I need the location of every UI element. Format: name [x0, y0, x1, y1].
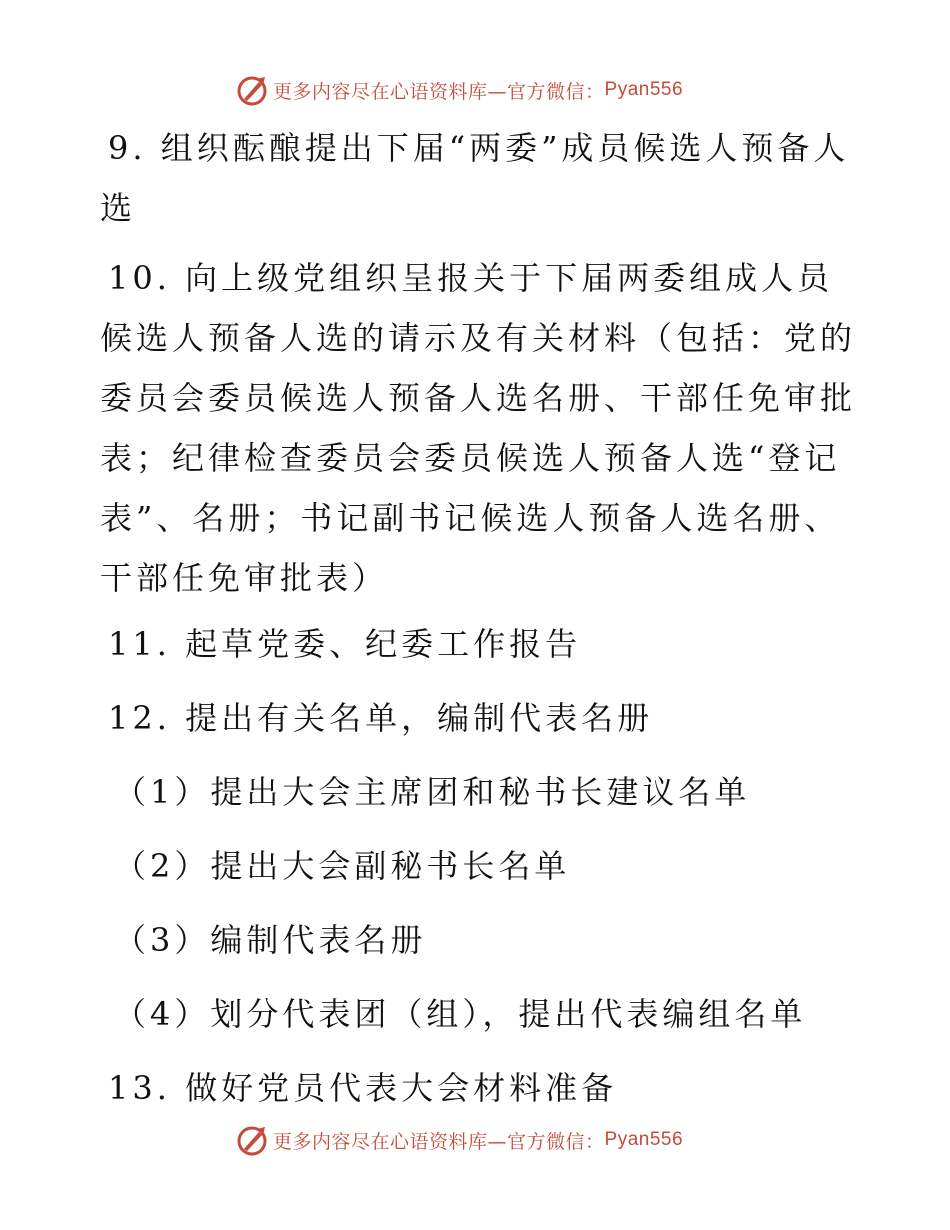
- watermark-wechat-id: Pyan556: [604, 79, 684, 100]
- item-12-sub-2: （2）提出大会副秘书长名单: [114, 847, 571, 885]
- watermark-text: 更多内容尽在心语资料库—官方微信：: [273, 80, 605, 103]
- item-11: 11. 起草党委、纪委工作报告: [108, 625, 582, 663]
- item-9: 9. 组织酝酿提出下届“两委”成员候选人预备人选: [100, 129, 850, 227]
- item-10: 10. 向上级党组织呈报关于下届两委组成人员候选人预备人选的请示及有关材料（包括：党的委员会委员候选人预备人选名册、干部任免审批表；纪律检查委员会委员候选人预备人选“登记表”、名册；书记副书记候选人预备人选名册、干部任免审批表）: [100, 259, 857, 597]
- item-12: 12. 提出有关名单，编制代表名册: [108, 699, 654, 737]
- item-12-sub-1: （1）提出大会主席团和秘书长建议名单: [114, 773, 751, 811]
- item-12-sub-3: （3）编制代表名册: [114, 921, 427, 959]
- watermark-footer: [235, 1120, 755, 1160]
- quill-logo-icon: [235, 1123, 269, 1157]
- watermark-header: [235, 70, 755, 110]
- item-13: 13. 做好党员代表大会材料准备: [108, 1069, 618, 1107]
- watermark-text: 更多内容尽在心语资料库—官方微信：: [273, 1130, 605, 1153]
- watermark-wechat-id: Pyan556: [604, 1129, 684, 1150]
- item-12-sub-4: （4）划分代表团（组），提出代表编组名单: [114, 995, 807, 1033]
- quill-logo-icon: [235, 73, 269, 107]
